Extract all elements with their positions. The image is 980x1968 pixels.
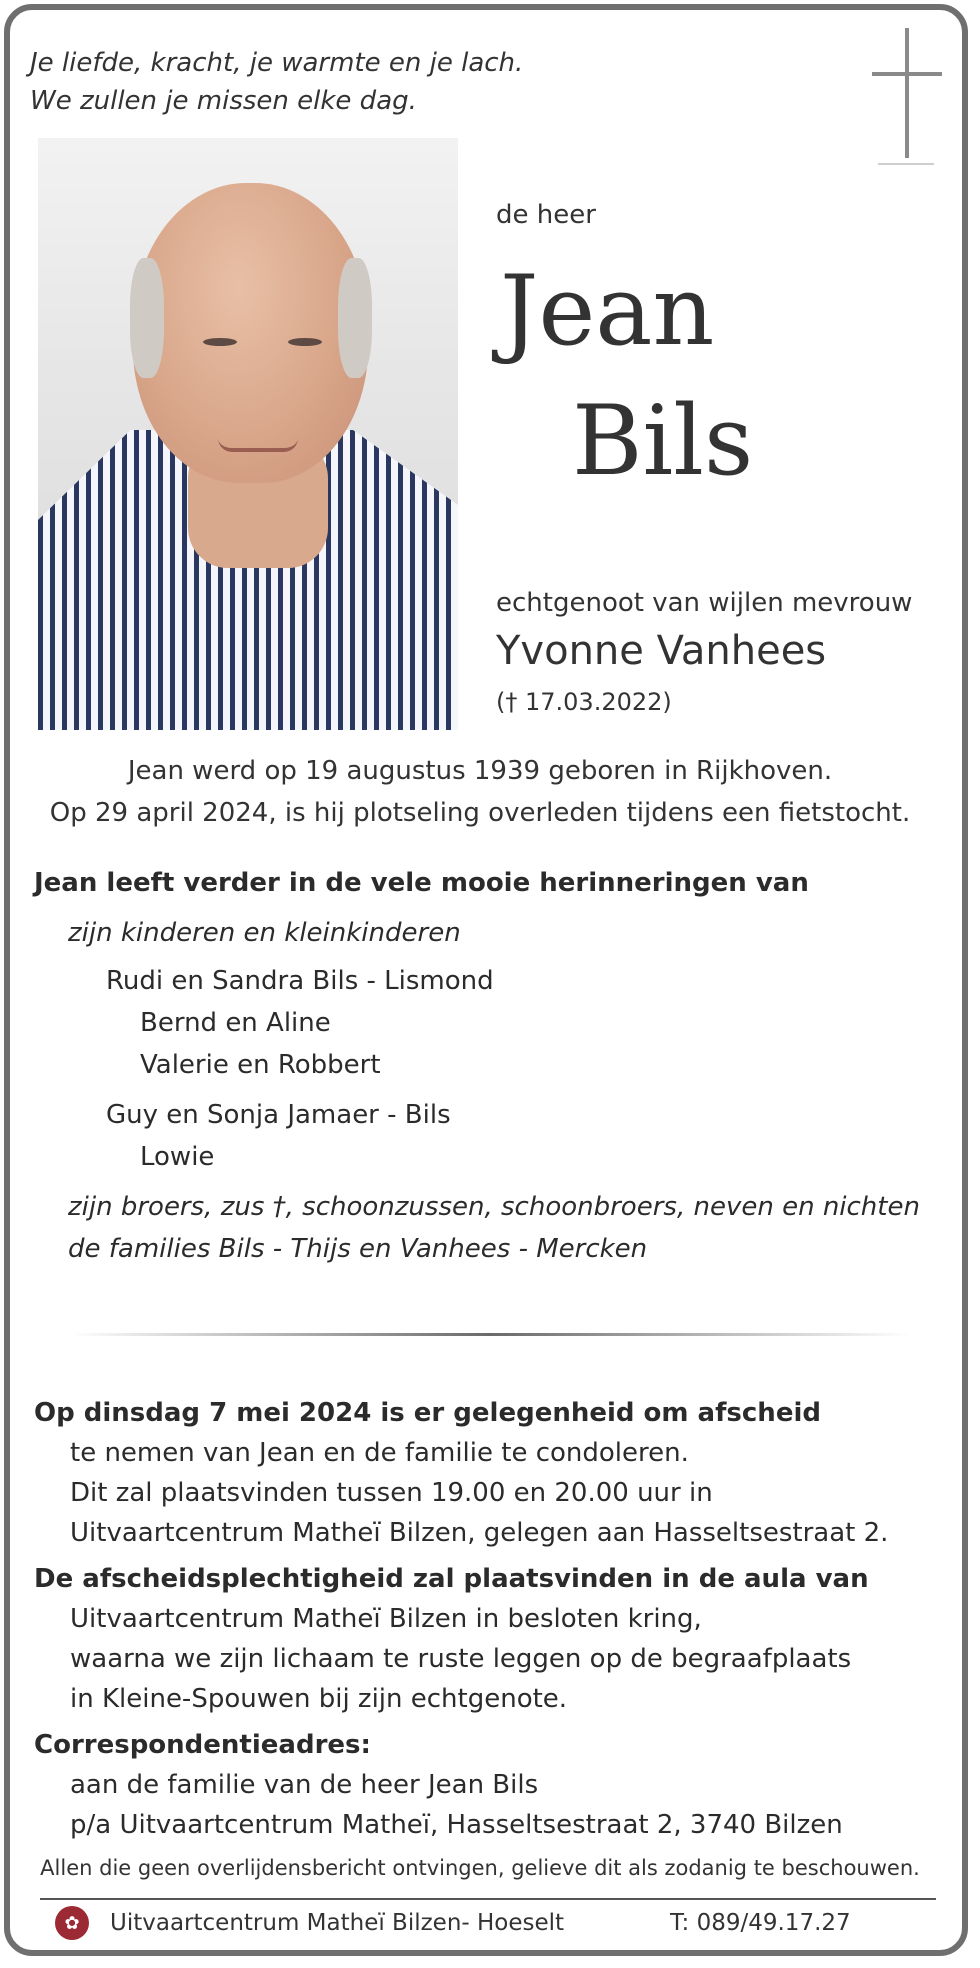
- ceremony-line-1: Uitvaartcentrum Matheï Bilzen in besloten kring,: [70, 1604, 702, 1634]
- grandchild-1: Bernd en Aline: [140, 1008, 331, 1038]
- spouse-date: († 17.03.2022): [496, 688, 672, 716]
- funeral-home-name: Uitvaartcentrum Matheï Bilzen- Hoeselt: [110, 1910, 565, 1936]
- child-2: Guy en Sonja Jamaer - Bils: [106, 1100, 451, 1130]
- correspondence-line-1: aan de familie van de heer Jean Bils: [70, 1770, 539, 1800]
- quote-line-1: Je liefde, kracht, je warmte en je lach.: [30, 48, 524, 78]
- ceremony-line-3: in Kleine-Spouwen bij zijn echtgenote.: [70, 1684, 568, 1714]
- last-name: Bils: [572, 385, 754, 497]
- first-name: Jean: [500, 255, 715, 367]
- divider: [70, 1333, 910, 1336]
- footer-divider: [40, 1898, 936, 1900]
- spouse-relation: echtgenoot van wijlen mevrouw: [496, 588, 913, 618]
- child-1: Rudi en Sandra Bils - Lismond: [106, 966, 494, 996]
- rose-icon: ✿: [55, 1906, 89, 1940]
- ceremony-heading: De afscheidsplechtigheid zal plaatsvinden in de aula van: [34, 1564, 869, 1594]
- correspondence-heading: Correspondentieadres:: [34, 1730, 371, 1760]
- ceremony-line-2: waarna we zijn lichaam te ruste leggen op de begraafplaats: [70, 1644, 852, 1674]
- bio-line-2: Op 29 april 2024, is hij plotseling overleden tijdens een fietstocht.: [49, 798, 911, 828]
- farewell-line-2: Dit zal plaatsvinden tussen 19.00 en 20.00 uur in: [70, 1478, 713, 1508]
- other-family-2: de families Bils - Thijs en Vanhees - Mercken: [68, 1234, 648, 1264]
- spouse-name: Yvonne Vanhees: [496, 628, 827, 674]
- correspondence-line-2: p/a Uitvaartcentrum Matheï, Hasseltsestraat 2, 3740 Bilzen: [70, 1810, 843, 1840]
- other-family-1: zijn broers, zus †, schoonzussen, schoonbroers, neven en nichten: [68, 1192, 920, 1222]
- funeral-home-phone: T: 089/49.17.27: [670, 1910, 851, 1936]
- notice-text: Allen die geen overlijdensbericht ontvingen, gelieve dit als zodanig te beschouwen.: [40, 1856, 920, 1880]
- grandchild-2: Valerie en Robbert: [140, 1050, 381, 1080]
- quote-line-2: We zullen je missen elke dag.: [30, 86, 417, 116]
- family-heading: Jean leeft verder in de vele mooie herinneringen van: [34, 868, 809, 898]
- family-subheading: zijn kinderen en kleinkinderen: [68, 918, 461, 948]
- grandchild-3: Lowie: [140, 1142, 215, 1172]
- farewell-heading: Op dinsdag 7 mei 2024 is er gelegenheid om afscheid: [34, 1398, 821, 1428]
- farewell-line-3: Uitvaartcentrum Matheï Bilzen, gelegen aan Hasseltsestraat 2.: [70, 1518, 889, 1548]
- honorific: de heer: [496, 200, 596, 230]
- farewell-line-1: te nemen van Jean en de familie te condoleren.: [70, 1438, 689, 1468]
- portrait-photo: [38, 138, 458, 730]
- bio-line-1: Jean werd op 19 augustus 1939 geboren in Rijkhoven.: [127, 756, 833, 786]
